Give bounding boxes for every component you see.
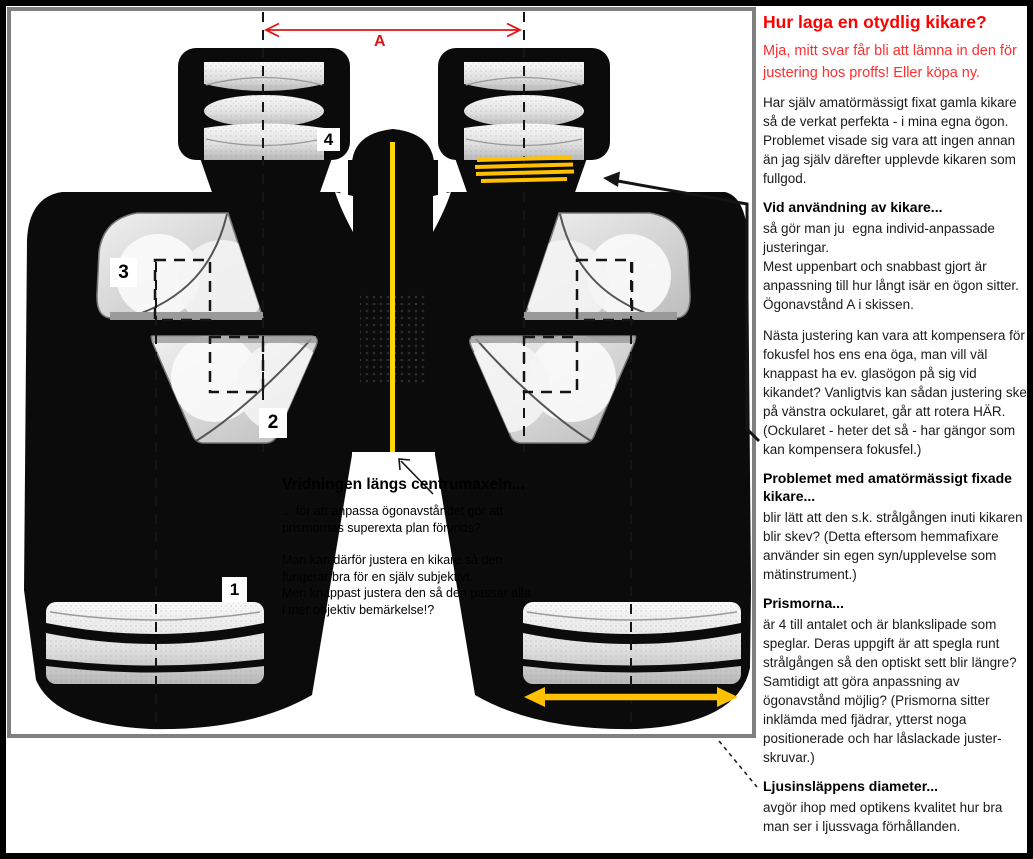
section-prisms-para: är 4 till antalet och är blankslipade som speglar. Deras uppgift är att spegla runt strålgången så den optiskt sett blir längre? Samtidigt att göra anpassning av ögonavstånd möjlig? (Prismorna sitter inklämda med fjädrar, ytterst noga positionerade och har låslackade juster-skruvar.) bbox=[763, 617, 1021, 765]
section-usage-para3: Nästa justering kan vara att kompensera för fokusfel hos ens ena öga, man vill väl knappast ha ev. glasögon på sig vid kikandet? Vanligtvis kan sådan justering ske på vänstra ockularet, går att rotera HÄR. (Ockularet - heter det så - har gängor som kan kompensera fokusfel.) bbox=[763, 328, 1031, 457]
center-note-para3: Men knappast justera den så den passar alla i mer objektiv bemärkelse!? bbox=[282, 586, 535, 617]
center-note-para2: Man kan därför justera en kikare så den fungerar bra för en själv subjektivt. bbox=[282, 553, 506, 584]
part-label-eyepiece: 4 bbox=[317, 128, 340, 151]
section-usage-para2: Mest uppenbart och snabbast gjort är anpassning till hur långt isär en ögon sitter. Ögonavstånd A i skissen. bbox=[763, 259, 1023, 312]
article-lead-red: Mja, mitt svar får bli att lämna in den för justering hos proffs! Eller köpa ny. bbox=[763, 43, 1021, 81]
part-label-objective: 1 bbox=[222, 577, 247, 602]
center-note-heading: Vridningen längs centrumaxeln... bbox=[282, 476, 525, 493]
diameter-callout-line bbox=[719, 741, 757, 787]
section-aperture-heading: Ljusinsläppens diameter... bbox=[763, 778, 939, 794]
section-problem-heading: Problemet med amatörmässigt fixade kikare... bbox=[763, 470, 1012, 504]
part-label-prism-upper: 3 bbox=[110, 258, 137, 287]
section-problem-para: blir lätt att den s.k. strålgången inuti kikaren blir skev? (Detta eftersom hemmafixare använder sin egen syn/upplevelse som mätinstrument.) bbox=[763, 510, 1027, 582]
left-eyepiece-stem bbox=[200, 158, 332, 198]
section-usage-para1: så gör man ju egna individ-anpassade justeringar. bbox=[763, 221, 999, 255]
article-title: Hur laga en otydlig kikare? bbox=[763, 12, 987, 32]
center-axis-note bbox=[282, 476, 536, 618]
article-column bbox=[763, 10, 1029, 836]
section-aperture-para: avgör ihop med optikens kvalitet hur bra man ser i ljussvaga förhållanden. bbox=[763, 800, 1007, 834]
section-usage-heading: Vid användning av kikare... bbox=[763, 199, 943, 215]
part-label-prism-lower: 2 bbox=[259, 408, 287, 438]
center-note-para1: ... för att anpassa ögonavståndet gör att prismornas superexta plan förvrids? bbox=[282, 504, 507, 535]
article-lead: Har själv amatörmässigt fixat gamla kikare så de verkat perfekta - i mina egna ögon. Problemet visade sig vara att ingen annan än jag själv därefter upplevde kikaren som fullgod. bbox=[763, 95, 1021, 186]
eye-distance-label: A bbox=[374, 33, 386, 50]
section-prisms-heading: Prismorna... bbox=[763, 595, 844, 611]
